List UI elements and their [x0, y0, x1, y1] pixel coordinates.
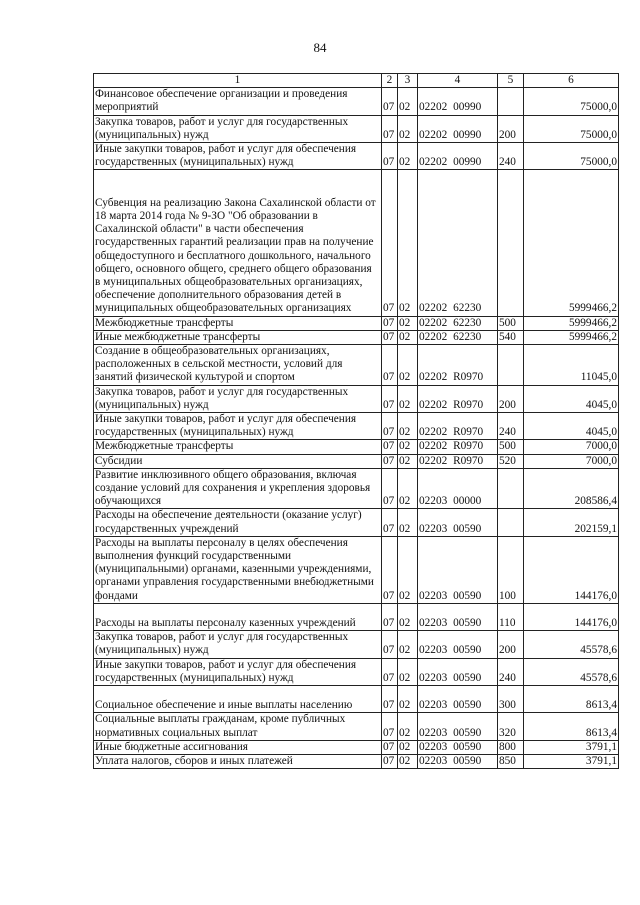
table-row [94, 740, 619, 754]
table-row [94, 385, 619, 412]
cell-c4: 02202 00990 [418, 143, 498, 170]
cell-c5: 520 [498, 454, 524, 468]
table-row [94, 115, 619, 142]
cell-c5: 110 [498, 603, 524, 630]
cell-c3: 02 [398, 603, 418, 630]
cell-c2: 07 [382, 440, 398, 454]
cell-c4: 02202 00990 [418, 115, 498, 142]
cell-c3: 02 [398, 440, 418, 454]
cell-c5 [498, 509, 524, 536]
cell-c4: 02203 00000 [418, 468, 498, 509]
cell-c6: 208586,4 [524, 468, 619, 509]
cell-c4: 02203 00590 [418, 631, 498, 658]
cell-c6: 144176,0 [524, 536, 619, 603]
cell-c3: 02 [398, 143, 418, 170]
cell-c4: 02202 62230 [418, 316, 498, 330]
cell-c3: 02 [398, 536, 418, 603]
cell-c1: Субвенция на реализацию Закона Сахалинской области от 18 марта 2014 года № 9-ЗО "Об образовании в Сахалинской области" в части обеспечения государственных гарантий реализации прав на получение общедоступного и бесплатного дошкольного, начального общего, основного общего, среднего общего образования в муниципальных общеобразовательных организациях, обеспечение дополнительного образования детей в муниципальных общеобразовательных организациях [94, 170, 382, 316]
table-row [94, 631, 619, 658]
cell-c2: 07 [382, 345, 398, 386]
cell-c6: 75000,0 [524, 115, 619, 142]
cell-c4: 02202 62230 [418, 330, 498, 344]
cell-c1: Финансовое обеспечение организации и проведения мероприятий [94, 88, 382, 115]
table-row [94, 440, 619, 454]
cell-c3: 02 [398, 658, 418, 685]
cell-c4: 02202 62230 [418, 170, 498, 316]
cell-c2: 07 [382, 603, 398, 630]
cell-c3: 02 [398, 330, 418, 344]
cell-c1: Расходы на выплаты персоналу в целях обеспечения выполнения функций государственными (муниципальными) органами, казенными учреждениями, органами управления государственными внебюджетными фондами [94, 536, 382, 603]
cell-c1: Уплата налогов, сборов и иных платежей [94, 755, 382, 769]
cell-c2: 07 [382, 316, 398, 330]
cell-c5: 240 [498, 143, 524, 170]
page-number: 84 [313, 40, 327, 55]
table-row [94, 536, 619, 603]
cell-c5: 240 [498, 413, 524, 440]
cell-c6: 45578,6 [524, 631, 619, 658]
table-row [94, 755, 619, 769]
cell-c1: Иные закупки товаров, работ и услуг для обеспечения государственных (муниципальных) нужд [94, 413, 382, 440]
cell-c2: 07 [382, 143, 398, 170]
header-cell-6: 6 [524, 74, 619, 88]
table-row [94, 658, 619, 685]
cell-c6: 144176,0 [524, 603, 619, 630]
cell-c3: 02 [398, 88, 418, 115]
cell-c2: 07 [382, 713, 398, 740]
cell-c3: 02 [398, 170, 418, 316]
cell-c3: 02 [398, 454, 418, 468]
cell-c4: 02202 R0970 [418, 454, 498, 468]
header-cell-3: 3 [398, 74, 418, 88]
cell-c4: 02203 00590 [418, 755, 498, 769]
table-row [94, 316, 619, 330]
cell-c3: 02 [398, 509, 418, 536]
cell-c3: 02 [398, 713, 418, 740]
header-cell-5: 5 [498, 74, 524, 88]
table-row [94, 509, 619, 536]
cell-c6: 8613,4 [524, 713, 619, 740]
header-cell-1: 1 [94, 74, 382, 88]
cell-c2: 07 [382, 330, 398, 344]
cell-c1: Иные бюджетные ассигнования [94, 740, 382, 754]
cell-c1: Закупка товаров, работ и услуг для государственных (муниципальных) нужд [94, 115, 382, 142]
cell-c5: 850 [498, 755, 524, 769]
cell-c5: 800 [498, 740, 524, 754]
cell-c2: 07 [382, 454, 398, 468]
cell-c2: 07 [382, 755, 398, 769]
table-row [94, 330, 619, 344]
cell-c3: 02 [398, 345, 418, 386]
cell-c5: 320 [498, 713, 524, 740]
cell-c1: Социальные выплаты гражданам, кроме публичных нормативных социальных выплат [94, 713, 382, 740]
cell-c2: 07 [382, 536, 398, 603]
table-row [94, 603, 619, 630]
cell-c4: 02202 R0970 [418, 385, 498, 412]
cell-c4: 02202 R0970 [418, 345, 498, 386]
cell-c1: Иные закупки товаров, работ и услуг для обеспечения государственных (муниципальных) нужд [94, 658, 382, 685]
cell-c6: 45578,6 [524, 658, 619, 685]
table-row [94, 170, 619, 316]
cell-c6: 5999466,2 [524, 316, 619, 330]
cell-c6: 5999466,2 [524, 330, 619, 344]
cell-c6: 75000,0 [524, 143, 619, 170]
cell-c4: 02203 00590 [418, 658, 498, 685]
cell-c3: 02 [398, 115, 418, 142]
table-row [94, 713, 619, 740]
cell-c5: 300 [498, 686, 524, 713]
header-row [94, 74, 619, 88]
cell-c3: 02 [398, 316, 418, 330]
header-cell-4: 4 [418, 74, 498, 88]
cell-c5: 500 [498, 316, 524, 330]
cell-c4: 02203 00590 [418, 603, 498, 630]
cell-c2: 07 [382, 468, 398, 509]
cell-c5: 240 [498, 658, 524, 685]
cell-c1: Закупка товаров, работ и услуг для государственных (муниципальных) нужд [94, 631, 382, 658]
cell-c4: 02202 R0970 [418, 440, 498, 454]
cell-c6: 3791,1 [524, 740, 619, 754]
cell-c1: Создание в общеобразовательных организациях, расположенных в сельской местности, условий для занятий физической культурой и спортом [94, 345, 382, 386]
cell-c2: 07 [382, 385, 398, 412]
cell-c6: 11045,0 [524, 345, 619, 386]
cell-c1: Расходы на обеспечение деятельности (оказание услуг) государственных учреждений [94, 509, 382, 536]
cell-c5 [498, 170, 524, 316]
cell-c1: Иные закупки товаров, работ и услуг для обеспечения государственных (муниципальных) нужд [94, 143, 382, 170]
cell-c5 [498, 468, 524, 509]
cell-c4: 02203 00590 [418, 509, 498, 536]
table-row [94, 686, 619, 713]
cell-c2: 07 [382, 115, 398, 142]
cell-c3: 02 [398, 755, 418, 769]
cell-c1: Закупка товаров, работ и услуг для государственных (муниципальных) нужд [94, 385, 382, 412]
cell-c5 [498, 345, 524, 386]
cell-c6: 75000,0 [524, 88, 619, 115]
cell-c4: 02203 00590 [418, 713, 498, 740]
cell-c3: 02 [398, 740, 418, 754]
cell-c2: 07 [382, 170, 398, 316]
cell-c2: 07 [382, 509, 398, 536]
cell-c2: 07 [382, 413, 398, 440]
cell-c4: 02203 00590 [418, 536, 498, 603]
table-row [94, 143, 619, 170]
table-row [94, 345, 619, 386]
cell-c5: 200 [498, 631, 524, 658]
cell-c4: 02202 R0970 [418, 413, 498, 440]
cell-c3: 02 [398, 468, 418, 509]
cell-c3: 02 [398, 413, 418, 440]
header-cell-2: 2 [382, 74, 398, 88]
cell-c5: 200 [498, 115, 524, 142]
cell-c6: 4045,0 [524, 385, 619, 412]
cell-c1: Межбюджетные трансферты [94, 316, 382, 330]
cell-c1: Межбюджетные трансферты [94, 440, 382, 454]
cell-c2: 07 [382, 686, 398, 713]
table-row [94, 88, 619, 115]
cell-c6: 3791,1 [524, 755, 619, 769]
cell-c1: Субсидии [94, 454, 382, 468]
cell-c6: 5999466,2 [524, 170, 619, 316]
cell-c1: Развитие инклюзивного общего образования, включая создание условий для сохранения и укрепления здоровья обучающихся [94, 468, 382, 509]
cell-c6: 8613,4 [524, 686, 619, 713]
table-row [94, 468, 619, 509]
cell-c6: 4045,0 [524, 413, 619, 440]
cell-c2: 07 [382, 740, 398, 754]
cell-c1: Расходы на выплаты персоналу казенных учреждений [94, 603, 382, 630]
table-row [94, 454, 619, 468]
cell-c5: 500 [498, 440, 524, 454]
cell-c2: 07 [382, 658, 398, 685]
cell-c2: 07 [382, 88, 398, 115]
cell-c1: Социальное обеспечение и иные выплаты населению [94, 686, 382, 713]
cell-c4: 02203 00590 [418, 686, 498, 713]
cell-c2: 07 [382, 631, 398, 658]
cell-c5: 540 [498, 330, 524, 344]
cell-c3: 02 [398, 631, 418, 658]
cell-c1: Иные межбюджетные трансферты [94, 330, 382, 344]
cell-c3: 02 [398, 686, 418, 713]
cell-c3: 02 [398, 385, 418, 412]
cell-c4: 02202 00990 [418, 88, 498, 115]
table-body [94, 88, 619, 769]
table-row [94, 413, 619, 440]
cell-c5: 100 [498, 536, 524, 603]
cell-c5: 200 [498, 385, 524, 412]
cell-c6: 7000,0 [524, 440, 619, 454]
cell-c4: 02203 00590 [418, 740, 498, 754]
cell-c5 [498, 88, 524, 115]
cell-c6: 7000,0 [524, 454, 619, 468]
budget-table [93, 73, 619, 769]
cell-c6: 202159,1 [524, 509, 619, 536]
